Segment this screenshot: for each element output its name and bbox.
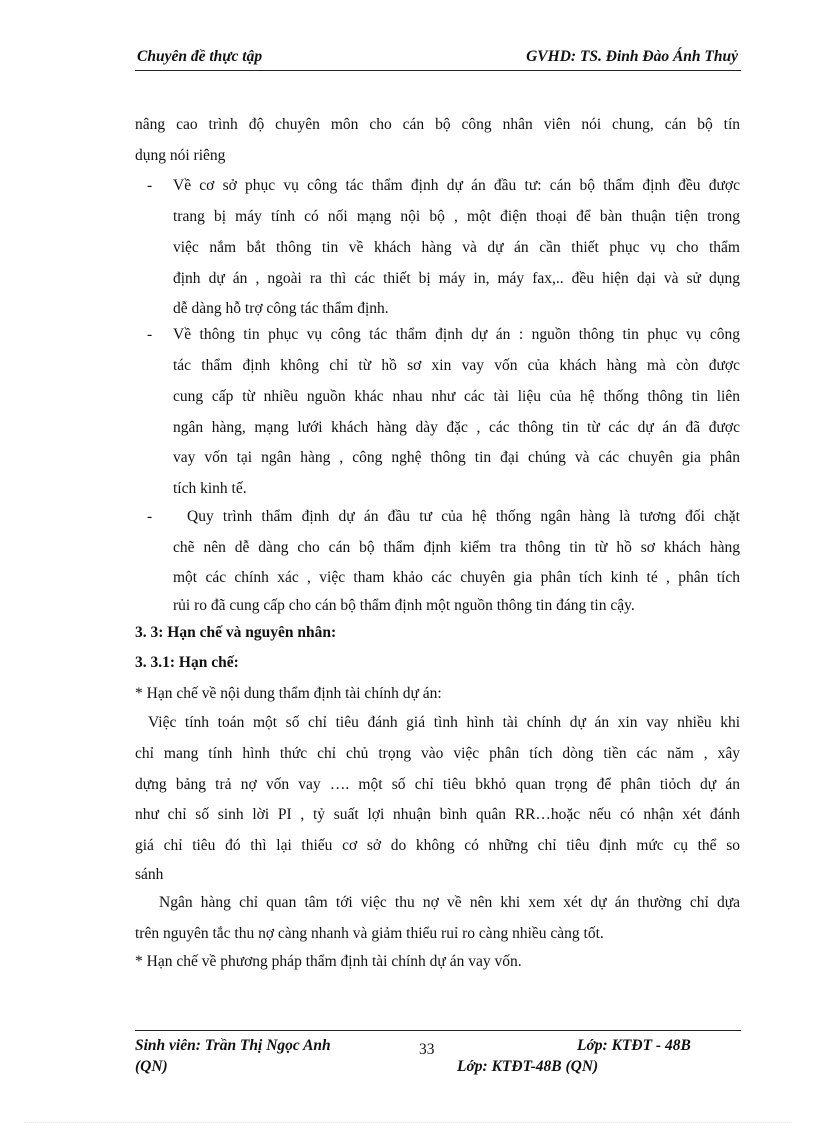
bullet-dash: - bbox=[147, 508, 153, 525]
header-divider bbox=[135, 70, 741, 71]
text-line: tích kinh tế. bbox=[173, 480, 247, 497]
bullet-dash: - bbox=[147, 177, 153, 194]
subsection-heading: 3. 3.1: Hạn chế: bbox=[135, 654, 239, 671]
text-line: vay vốn tại ngân hàng , công nghệ thông tin đại chúng và các chuyên gia phân bbox=[173, 449, 740, 466]
text-line: định dự án , ngoài ra thì các thiết bị máy in, máy fax,.. đều hiện dại và sử dụng bbox=[173, 270, 740, 287]
text-line: trên nguyên tắc thu nợ càng nhanh và giảm thiểu ruỉ ro càng nhiều càng tốt. bbox=[135, 925, 604, 942]
text-line: như chỉ số sinh lời PI , tỷ suất lợi nhuận bình quân RR…hoặc nếu có nhận xét đánh bbox=[135, 806, 740, 823]
text-line: Quy trình thẩm định dự án đầu tư của hệ thống ngân hàng là tương đối chặt bbox=[187, 508, 740, 525]
text-line: việc nắm bắt thông tin về khách hàng và dự án cần thiết phục vụ cho thẩm bbox=[173, 239, 740, 256]
footer-class: Lớp: KTĐT - 48B bbox=[577, 1037, 691, 1054]
text-line: nâng cao trình độ chuyên môn cho cán bộ công nhân viên nói chung, cán bộ tín bbox=[135, 116, 740, 133]
text-line: Ngân hàng chỉ quan tâm tới việc thu nợ về nên khi xem xét dự án thường chỉ dựa bbox=[159, 894, 740, 911]
bullet-dash: - bbox=[147, 326, 153, 343]
text-line: dựng bảng trả nợ vốn vay …. một số chỉ tiêu bkhỏ quan trọng để phân tiỏch dự án bbox=[135, 776, 740, 793]
text-line: chỉ mang tính hình thức chỉ chủ trọng vào việc phân tích dòng tiền các năm , xây bbox=[135, 745, 740, 762]
text-line: một các chính xác , việc tham khảo các chuyên gia phân tích kinh té , phân tích bbox=[173, 569, 740, 586]
text-line: trang bị máy tính có nối mạng nội bộ , một điện thoại để bàn thuận tiện trong bbox=[173, 208, 740, 225]
header-title: Chuyên đề thực tập bbox=[137, 48, 263, 65]
text-line: giá chỉ tiêu đó thì lại thiếu cơ sở do không có những chỉ tiêu định mức cụ thể so bbox=[135, 837, 740, 854]
footer-divider bbox=[135, 1030, 741, 1031]
section-heading: 3. 3: Hạn chế và nguyên nhân: bbox=[135, 624, 337, 641]
subheading: * Hạn chế về phương pháp thẩm định tài chính dự án vay vốn. bbox=[135, 953, 522, 970]
text-line: dễ dàng hỗ trợ công tác thẩm định. bbox=[173, 300, 389, 317]
text-line: cung cấp từ nhiều nguồn khác nhau như các tài liệu của hệ thống thông tin liên bbox=[173, 388, 740, 405]
page-number: 33 bbox=[419, 1041, 435, 1058]
text-line: ngân hàng, mạng lưới khách hàng dày đặc , các thông tin từ các dự án đã được bbox=[173, 419, 740, 436]
text-line: rủi ro đã cung cấp cho cán bộ thẩm định một nguồn thông tin đáng tin cậy. bbox=[173, 597, 635, 614]
text-line: tác thẩm định không chỉ từ hồ sơ xin vay vốn của khách hàng mà còn được bbox=[173, 357, 740, 374]
header-supervisor: GVHD: TS. Đinh Đào Ánh Thuỷ bbox=[526, 48, 738, 65]
text-line: Về cơ sở phục vụ công tác thẩm định dự án đầu tư: cán bộ thẩm định đều được bbox=[173, 177, 740, 194]
subheading: * Hạn chế về nội dung thẩm định tài chính dự án: bbox=[135, 685, 442, 702]
text-line: sánh bbox=[135, 866, 164, 883]
footer-student: Sinh viên: Trần Thị Ngọc Anh bbox=[135, 1037, 331, 1054]
text-line: Việc tính toán một số chỉ tiêu đánh giá tình hình tài chính dự án xin vay nhiều khi bbox=[148, 714, 740, 731]
text-line: dụng nói riêng bbox=[135, 147, 226, 164]
footer-class-qn: Lớp: KTĐT-48B (QN) bbox=[457, 1058, 599, 1075]
footer-qn: (QN) bbox=[135, 1058, 168, 1075]
text-line: Về thông tin phục vụ công tác thẩm định dự án : nguồn thông tin phục vụ công bbox=[173, 326, 740, 343]
text-line: chẽ nên dễ dàng cho cán bộ thẩm định kiểm tra thông tin từ hồ sơ khách hàng bbox=[173, 539, 740, 556]
